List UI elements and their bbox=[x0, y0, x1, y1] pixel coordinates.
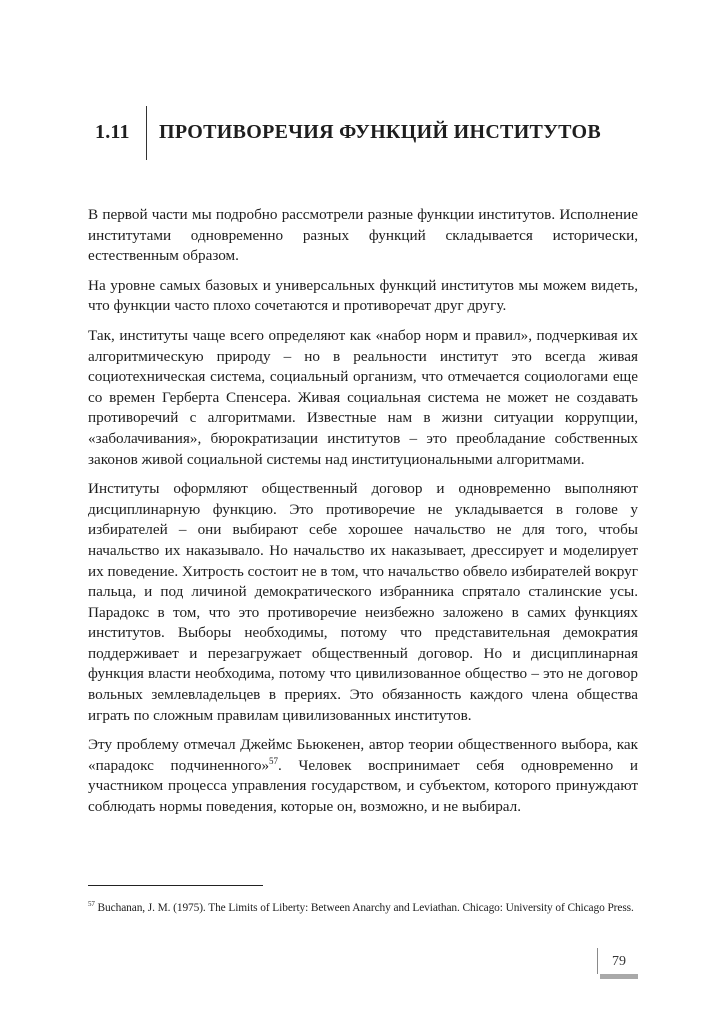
paragraph-3: Так, институты чаще всего определяют как «набор норм и правил», подчеркивая их алгоритмическую природу – но в реальности институт это всегда живая социотехническая система, социальный организм, что отмечается социологами еще со времен Герберта Спенсера. Живая социальная система не может не создавать противоречий с алгоритмами. Известные нам в жизни ситуации коррупции, «заболачивания», бюрократизации институтов – это преобладание собственных законов живой социальной системы над институциональными алгоритмами. bbox=[88, 326, 638, 468]
footnote-separator bbox=[88, 885, 263, 886]
paragraph-2: На уровне самых базовых и универсальных функций институтов мы можем видеть, что функции часто плохо сочетаются и противоречат друг другу. bbox=[88, 276, 638, 315]
page-number-bar bbox=[600, 974, 638, 979]
section-divider bbox=[146, 106, 147, 160]
section-header bbox=[95, 106, 655, 160]
page-number-divider bbox=[597, 948, 598, 974]
footnote-reference[interactable]: 57 bbox=[269, 755, 279, 766]
footnote bbox=[88, 900, 640, 917]
paragraph-4: Институты оформляют общественный договор и одновременно выполняют дисциплинарную функцию. Это противоречие не укладывается в голове у избирателей – они выбирают себе хорошее начальство не для того, чтобы начальство их наказывало. Но начальство их наказывает, дрессирует и моделирует их поведение. Хитрость состоит не в том, что начальство обвело избирателей вокруг пальца, и под личиной демократического избранника спрятало сталинские усы. Парадокс в том, что это противоречие неизбежно заложено в самих функциях институтов. Выборы необходимы, потому что представительная демократия поддерживает и перезагружает общественный договор. Но и дисциплинарная функция власти необходима, потому что цивилизованное общество – это не договор вольных землевладельцев в прериях. Это обязанность каждого члена общества играть по сложным правилам цивилизованных институтов. bbox=[88, 480, 638, 724]
footnote-marker: 57 bbox=[88, 900, 95, 909]
paragraph-5-text-end: . Человек воспринимает себя одновременно и участником процесса управления государством, и субъектом, которого принуждают соблюдать нормы поведения, которые он, возможно, и не выбирал. bbox=[88, 756, 638, 816]
paragraph-5-text-start: Эту проблему отмечал Джеймс Бьюкенен, автор теории общественного выбора, как «парадокс подчиненного» bbox=[88, 736, 638, 774]
paragraph-5 bbox=[88, 735, 638, 817]
paragraph-1: В первой части мы подробно рассмотрели разные функции институтов. Исполнение институтами одновременно разных функций складывается исторически, естественным образом. bbox=[88, 206, 638, 265]
body-text bbox=[88, 205, 638, 827]
page-number: 79 bbox=[612, 954, 626, 969]
footnote-text: Buchanan, J. M. (1975). The Limits of Liberty: Between Anarchy and Leviathan. Chicago: University of Chicago Press. bbox=[94, 902, 634, 914]
section-title: ПРОТИВОРЕЧИЯ ФУНКЦИЙ ИНСТИТУТОВ bbox=[159, 121, 602, 143]
section-number: 1.11 bbox=[95, 121, 130, 143]
